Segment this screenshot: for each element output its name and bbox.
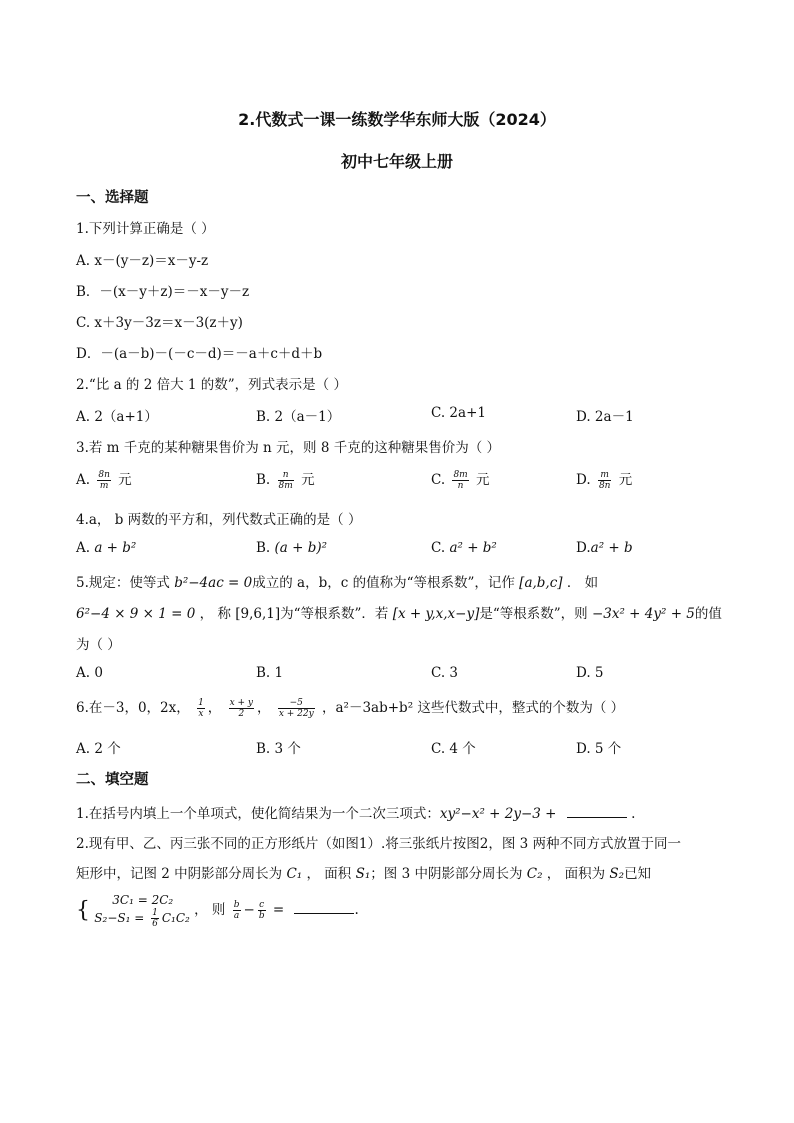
option-letter: C. (431, 472, 446, 488)
text: 成立的 a，b，c 的值称为“等根系数”，记作 (252, 575, 515, 591)
numerator: x + y (229, 698, 254, 708)
denominator: m (99, 481, 109, 491)
question-5-option-c: C. 3 (431, 665, 459, 681)
numerator: c (259, 900, 265, 910)
text: ，a²－3ab+b² 这些代数式中，整式的个数为（ ） (322, 700, 625, 716)
symbol: C₁ (286, 866, 303, 882)
brace-icon: { (76, 898, 90, 923)
fill-question-1 (76, 802, 635, 822)
denominator: x + 22y (278, 709, 314, 719)
equation: b²−4ac = 0 (174, 575, 253, 591)
question-3-option-b (256, 468, 315, 491)
question-2-option-b: B. 2（a－1） (256, 409, 341, 425)
unit-label: 元 (618, 472, 633, 488)
equation-system (94, 892, 190, 929)
symbol: S₂ (609, 866, 625, 882)
answer-blank[interactable] (567, 805, 627, 818)
text: ， 称 [9,6,1]为“等根系数”．若 (199, 606, 389, 622)
question-5-line-3: 为（ ） (76, 637, 121, 653)
text: . (631, 806, 636, 822)
denominator: a (233, 911, 240, 921)
option-letter: C. (431, 540, 446, 556)
text: ， 面积为 (546, 866, 606, 882)
fill-question-2-line-3 (76, 892, 359, 929)
question-5-option-b: B. 1 (256, 665, 284, 681)
text: ；图 3 中阴影部分周长为 (370, 866, 523, 882)
question-4-option-a (76, 540, 136, 556)
question-1-option-c: C. x＋3y－3z＝x－3(z＋y) (76, 315, 243, 331)
question-3-option-c (431, 468, 490, 491)
question-4-option-c (431, 540, 497, 556)
question-3-option-d (576, 468, 632, 491)
page-title: 2.代数式一课一练数学华东师大版（2024） (238, 110, 556, 129)
fill-question-2-line-1: 2.现有甲、乙、丙三张不同的正方形纸片（如图1）.将三张纸片按图2，图 3 两种不同方式放置于同一 (76, 836, 682, 852)
answer-blank[interactable] (294, 901, 354, 914)
symbol: S₁ (355, 866, 371, 882)
text: ， 则 (194, 902, 226, 918)
denominator: 8n (598, 481, 611, 491)
numerator: b (233, 900, 240, 910)
numerator: 1 (152, 908, 158, 918)
question-3-options (76, 468, 726, 496)
question-2-options (76, 405, 726, 425)
numerator: 8n (98, 470, 110, 480)
expression: a² + b² (449, 540, 497, 556)
text: 矩形中，记图 2 中阴影部分周长为 (76, 866, 283, 882)
fraction (278, 470, 294, 491)
question-5-options (76, 665, 726, 685)
denominator: 2 (238, 709, 245, 719)
numerator: n (278, 470, 294, 481)
option-letter: B. (256, 472, 271, 488)
text: 已知 (624, 866, 652, 882)
fraction (258, 900, 266, 921)
text: . (354, 902, 359, 918)
question-6-option-b: B. 3 个 (256, 741, 301, 757)
question-4-options (76, 540, 726, 560)
question-2-option-d: D. 2a－1 (576, 409, 634, 425)
denominator: b (258, 911, 265, 921)
fraction (97, 470, 111, 491)
expression: a + b² (94, 540, 137, 556)
numerator: −5 (278, 698, 315, 709)
numerator: m (598, 470, 612, 481)
question-4-stem: 4.a， b 两数的平方和，列代数式正确的是（ ） (76, 512, 362, 528)
notation: [a,b,c] (519, 575, 563, 591)
denominator: x (198, 709, 204, 719)
option-letter: B. (256, 540, 271, 556)
page-subtitle: 初中七年级上册 (340, 152, 453, 171)
unit-label: 元 (118, 472, 132, 488)
question-6-stem: 6.在－3，0，2x， $\frac{1}{x}$ ， $\frac{x + y}{2}$ ， $\frac{-5}{x + 22y}$ ，a²－3ab+b² 这些代数式中，整式的个数为（ ） (76, 698, 625, 719)
expression: (a + b)² (274, 540, 328, 556)
text: 5.规定：使等式 (76, 575, 170, 591)
fraction (278, 698, 315, 719)
fraction (452, 470, 468, 491)
symbol: C₂ (526, 866, 543, 882)
question-6-options (76, 737, 726, 757)
notation: [x + y,x,x−y] (392, 606, 480, 622)
question-5-line-2 (76, 602, 722, 622)
question-3-stem: 3.若 m 千克的某种糖果售价为 n 元，则 8 千克的这种糖果售价为（ ） (76, 440, 501, 456)
question-4-option-d (576, 540, 633, 556)
expression: xy²−x² + 2y−3 + (439, 806, 557, 822)
question-6-option-d: D. 5 个 (576, 741, 622, 757)
question-1-option-a: A. x－(y－z)＝x－y-z (76, 253, 209, 269)
option-letter: D. (576, 472, 591, 488)
expression: −3x² + 4y² + 5 (591, 606, 695, 622)
equation: 6²−4 × 9 × 1 = 0 (76, 606, 196, 622)
fraction (229, 698, 254, 719)
option-letter: A. (76, 472, 91, 488)
section-heading-fill: 二、填空题 (76, 772, 149, 788)
fill-question-2-line-2 (76, 862, 651, 882)
operator: − (243, 902, 255, 918)
question-5-option-a: A. 0 (76, 665, 103, 681)
question-4-option-b (256, 540, 327, 556)
question-2-option-a: A. 2（a+1） (76, 409, 158, 425)
denominator: n (457, 481, 464, 491)
unit-label: 元 (301, 472, 315, 488)
fraction (233, 900, 241, 921)
text: C₁C₂ (161, 911, 190, 925)
denominator: 8m (278, 481, 293, 491)
text: 1.在括号内填上一个单项式，使化简结果为一个二次三项式： (76, 806, 440, 822)
text: 6.在－3，0，2x， (76, 700, 190, 716)
fraction (151, 908, 159, 929)
denominator: 6 (152, 919, 158, 929)
text: 是“等根系数”，则 (479, 606, 588, 622)
option-letter: D. (576, 540, 591, 556)
question-3-option-a (76, 468, 132, 491)
text: S₂−S₁ = (94, 911, 145, 925)
text: 的值 (694, 606, 722, 622)
question-5-line-1 (76, 571, 598, 591)
section-heading-choice: 一、选择题 (76, 190, 149, 206)
text: ． 如 (566, 575, 599, 591)
question-1-stem: 1.下列计算正确是（ ） (76, 221, 215, 237)
numerator: 1 (198, 698, 204, 708)
option-letter: A. (76, 540, 91, 556)
question-6-option-c: C. 4 个 (431, 741, 476, 757)
equation-1: 3C₁ = 2C₂ (112, 893, 174, 907)
operator: = (272, 902, 285, 918)
question-2-stem: 2.“比 a 的 2 倍大 1 的数”，列式表示是（ ） (76, 377, 347, 393)
question-6-option-a: A. 2 个 (76, 741, 121, 757)
numerator: 8m (453, 470, 468, 480)
fraction (197, 698, 205, 719)
fraction (598, 470, 612, 491)
question-1-option-b: B．－(x－y＋z)＝－x－y－z (76, 284, 250, 300)
expression: a² + b (590, 540, 633, 556)
question-5-option-d: D. 5 (576, 665, 604, 681)
question-2-option-c: C. 2a+1 (431, 405, 486, 421)
question-1-option-d: D．－(a－b)－(－c－d)＝－a＋c＋d＋b (76, 346, 323, 362)
unit-label: 元 (476, 472, 490, 488)
text: ， 面积 (306, 866, 352, 882)
equation-2 (94, 908, 190, 929)
